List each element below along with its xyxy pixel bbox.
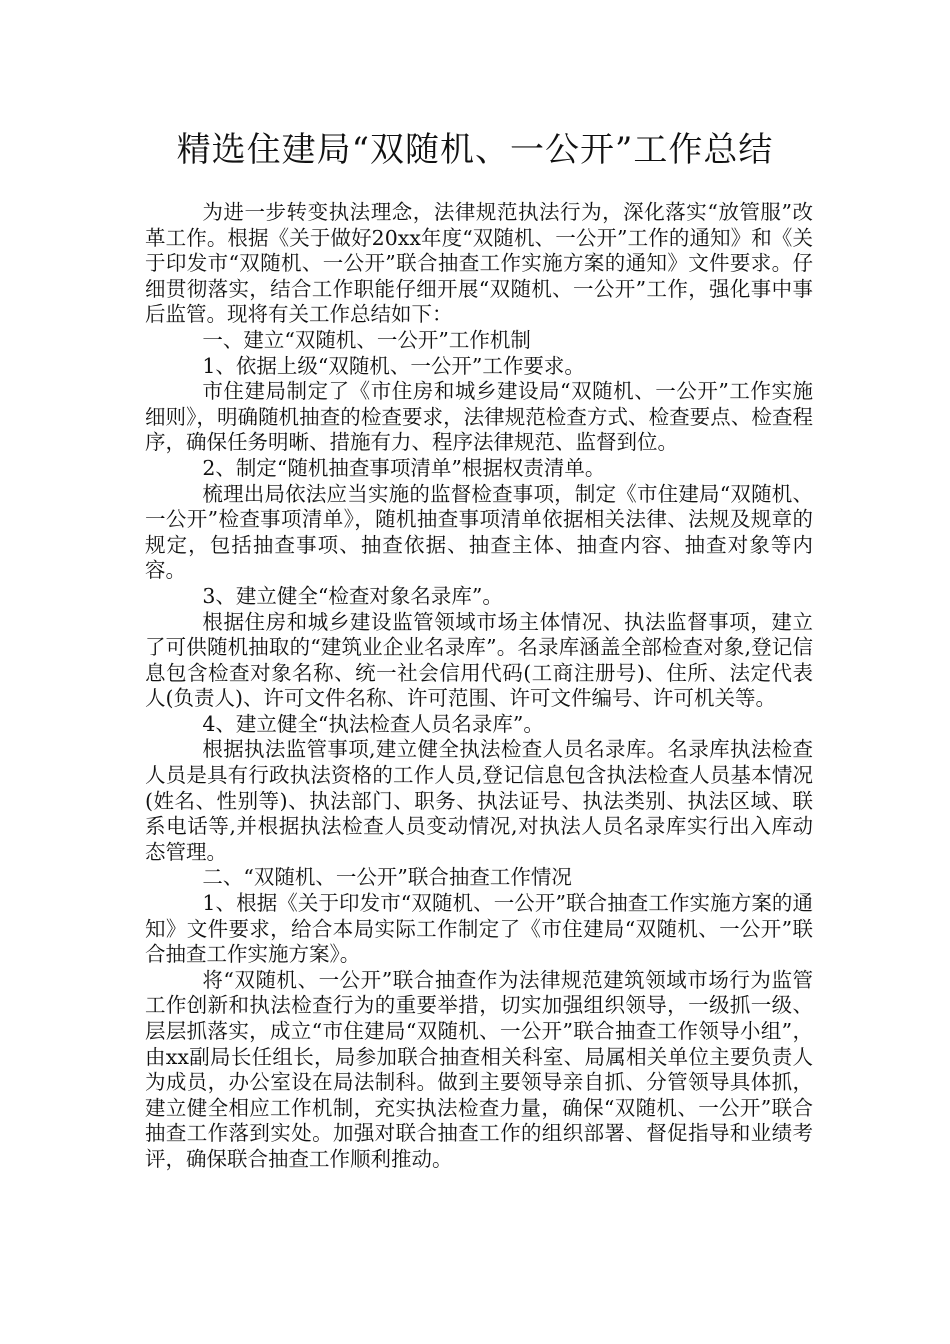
paragraph-2-2: 将“双随机、一公开”联合抽查作为法律规范建筑领域市场行为监管工作创新和执法检查行为的重要举措，切实加强组织领导，一级抓一级、层层抓落实，成立“市住建局“双随机、一公开”联合抽查工作领导小组”，由xx副局长任组长，局参加联合抽查相关科室、局属相关单位主要负责人为成员，办公室设在局法制科。做到主要领导亲自抓、分管领导具体抓，建立健全相应工作机制，充实执法检查力量，确保“双随机、一公开”联合抽查工作落到实处。加强对联合抽查工作的组织部署、督促指导和业绩考评，确保联合抽查工作顺利推动。	[145, 967, 813, 1171]
paragraph-1-1: 市住建局制定了《市住房和城乡建设局“双随机、一公开”工作实施细则》，明确随机抽查的检查要求，法律规范检查方式、检查要点、检查程序，确保任务明晰、措施有力、程序法律规范、监督到位。	[145, 379, 813, 455]
subheading-1-4: 4、建立健全“执法检查人员名录库”。	[202, 711, 544, 736]
subheading-1-1: 1、依据上级“双随机、一公开”工作要求。	[202, 353, 585, 378]
intro-paragraph: 为进一步转变执法理念，法律规范执法行为，深化落实“放管服”改革工作。根据《关于做好20xx年度“双随机、一公开”工作的通知》和《关于印发市“双随机、一公开”联合抽查工作实施方案的通知》文件要求。仔细贯彻落实，结合工作职能仔细开展“双随机、一公开”工作，强化事中事后监管。现将有关工作总结如下：	[145, 200, 813, 327]
subheading-1-2: 2、制定“随机抽查事项清单”根据权责清单。	[202, 455, 606, 480]
section-heading-1: 一、建立“双随机、一公开”工作机制	[202, 327, 531, 352]
section-heading-2: 二、“双随机、一公开”联合抽查工作情况	[202, 865, 572, 890]
paragraph-1-3: 根据住房和城乡建设监管领域市场主体情况、执法监督事项，建立了可供随机抽取的“建筑业企业名录库”。名录库涵盖全部检查对象,登记信息包含检查对象名称、统一社会信用代码(工商注册号)、住所、法定代表人(负责人)、许可文件名称、许可范围、许可文件编号、许可机关等。	[145, 609, 813, 711]
document-title: 精选住建局“双随机、一公开”工作总结	[176, 130, 774, 170]
subheading-1-3: 3、建立健全“检查对象名录库”。	[202, 583, 503, 608]
paragraph-2-1: 1、根据《关于印发市“双随机、一公开”联合抽查工作实施方案的通知》文件要求，给合本局实际工作制定了《市住建局“双随机、一公开”联合抽查工作实施方案》。	[145, 891, 813, 967]
paragraph-1-2: 梳理出局依法应当实施的监督检查事项，制定《市住建局“双随机、一公开”检查事项清单》，随机抽查事项清单依据相关法律、法规及规章的规定，包括抽查事项、抽查依据、抽查主体、抽查内容、抽查对象等内容。	[145, 481, 813, 583]
document-body	[145, 200, 813, 1173]
paragraph-1-4: 根据执法监管事项,建立健全执法检查人员名录库。名录库执法检查人员是具有行政执法资格的工作人员,登记信息包含执法检查人员基本情况(姓名、性别等)、执法部门、职务、执法证号、执法类别、执法区域、联系电话等,并根据执法检查人员变动情况,对执法人员名录库实行出入库动态管理。	[145, 737, 813, 864]
